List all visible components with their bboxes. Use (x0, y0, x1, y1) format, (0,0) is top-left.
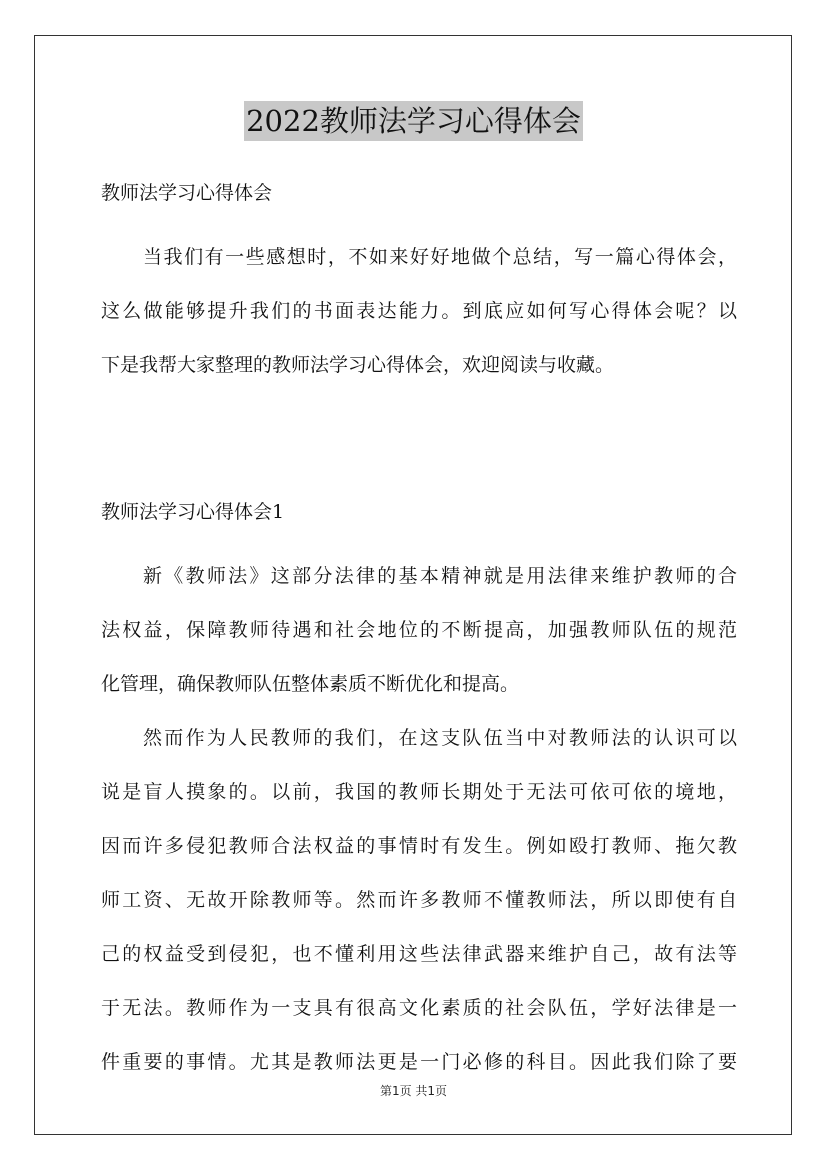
paragraph-line: 然而作为人民教师的我们，在这支队伍当中对教师法的认识可以 (143, 727, 737, 749)
paragraph-line: 师工资、无故开除教师等。然而许多教师不懂教师法，所以即使有自 (101, 889, 737, 911)
paragraph-line: 于无法。教师作为一支具有很高文化素质的社会队伍，学好法律是一 (101, 997, 737, 1019)
spacer (101, 400, 737, 493)
title-wrap (0, 101, 827, 141)
document-title: 2022教师法学习心得体会 (244, 101, 583, 141)
paragraph-line: 法权益，保障教师待遇和社会地位的不断提高，加强教师队伍的规范 (101, 619, 737, 641)
paragraph-line: 件重要的事情。尤其是教师法更是一门必修的科目。因此我们除了要 (101, 1051, 737, 1073)
paragraph-line: 因而许多侵犯教师合法权益的事情时有发生。例如殴打教师、拖欠教 (101, 835, 737, 857)
intro-line: 下是我帮大家整理的教师法学习心得体会，欢迎阅读与收藏。 (101, 354, 615, 376)
page-footer: 第1页 共1页 (379, 1084, 448, 1098)
section-heading: 教师法学习心得体会1 (101, 501, 285, 523)
intro-line: 当我们有一些感想时，不如来好好地做个总结，写一篇心得体会， (143, 246, 737, 268)
document-body (101, 174, 737, 1097)
paragraph-line: 化管理，确保教师队伍整体素质不断优化和提高。 (101, 673, 520, 695)
paragraph-line: 新《教师法》这部分法律的基本精神就是用法律来维护教师的合 (143, 565, 737, 587)
paragraph-line: 己的权益受到侵犯，也不懂利用这些法律武器来维护自己，故有法等 (101, 943, 737, 965)
main-heading: 教师法学习心得体会 (101, 182, 273, 204)
paragraph-line: 说是盲人摸象的。以前，我国的教师长期处于无法可依可依的境地， (101, 781, 737, 803)
spacer (101, 531, 737, 557)
intro-line: 这么做能够提升我们的书面表达能力。到底应如何写心得体会呢？以 (101, 300, 737, 322)
spacer (101, 212, 737, 238)
